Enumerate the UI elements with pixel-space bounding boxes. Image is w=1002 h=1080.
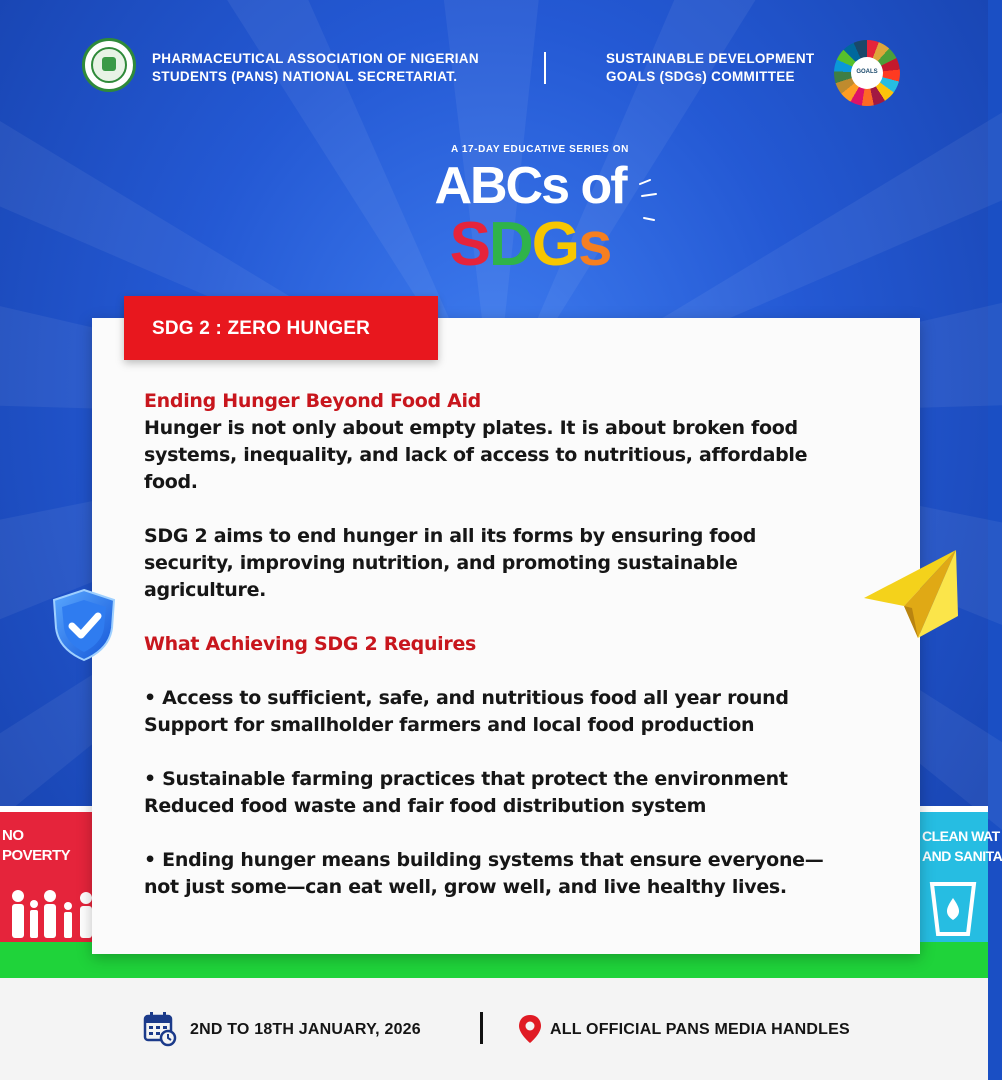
bullet-item: • Ending hunger means building systems that ensure everyone—not just some—can eat well, grow well, and live healthy lives. xyxy=(144,849,824,898)
title-letter-s: S xyxy=(449,210,489,279)
title-letter-g: G xyxy=(531,210,578,279)
goal1-no-poverty-tile xyxy=(0,812,96,942)
footer-divider xyxy=(480,1012,483,1044)
water-glass-icon xyxy=(928,880,978,936)
card-content xyxy=(144,388,844,901)
paragraph-hunger-definition: Hunger is not only about empty plates. It is about broken food systems, inequality, and lack of access to nutritious, affordable food. xyxy=(144,417,808,493)
bullet-item: • Access to sufficient, safe, and nutritious food all year round Support for smallholder farmers and local food production xyxy=(144,687,789,736)
sdg-wheel-logo-icon xyxy=(834,40,900,106)
bullet-item: • Sustainable farming practices that protect the environment Reduced food waste and fair food distribution system xyxy=(144,768,788,817)
title-abcs-of: ABCs of xyxy=(434,157,626,215)
goal6-label xyxy=(922,826,1002,866)
event-location: ALL OFFICIAL PANS MEDIA HANDLES xyxy=(550,1021,850,1038)
series-subtitle: A 17-DAY EDUCATIVE SERIES ON xyxy=(451,144,629,155)
event-date: 2ND TO 18TH JANUARY, 2026 xyxy=(190,1021,421,1038)
sdgs-committee-name: SUSTAINABLE DEVELOPMENT GOALS (SDGs) COMMITTEE xyxy=(606,51,815,84)
heading-ending-hunger: Ending Hunger Beyond Food Aid xyxy=(144,390,481,412)
calendar-icon xyxy=(144,1012,176,1046)
goal6-label-line2: AND SANITA xyxy=(922,848,1002,864)
pans-secretariat-name: PHARMACEUTICAL ASSOCIATION OF NIGERIAN STUDENTS (PANS) NATIONAL SECRETARIAT. xyxy=(152,51,479,84)
footer xyxy=(0,978,988,1080)
goal1-label-line1: NO xyxy=(2,827,24,844)
heading-what-achieving-requires: What Achieving SDG 2 Requires xyxy=(144,633,477,655)
sdg-tag-banner xyxy=(124,296,438,360)
goal1-label xyxy=(2,826,70,866)
pans-logo-icon xyxy=(82,38,136,92)
goal6-clean-water-tile xyxy=(916,812,1002,942)
title-letter-d: D xyxy=(488,210,532,279)
sdg-tag-label: SDG 2 : ZERO HUNGER xyxy=(152,318,371,339)
goal6-label-line1: CLEAN WAT xyxy=(922,828,1000,844)
family-icon xyxy=(0,882,96,942)
shield-check-icon xyxy=(48,586,120,664)
header xyxy=(0,30,988,110)
title-letter-s-small: s xyxy=(577,210,611,279)
paper-plane-icon xyxy=(860,546,960,642)
header-divider xyxy=(544,52,546,84)
goal1-label-line2: POVERTY xyxy=(2,847,71,864)
paragraph-sdg2-aims: SDG 2 aims to end hunger in all its forms by ensuring food security, improving nutrition, and promoting sustainable agriculture. xyxy=(144,525,757,601)
title-sdgs xyxy=(380,210,680,280)
location-pin-icon xyxy=(518,1014,542,1044)
